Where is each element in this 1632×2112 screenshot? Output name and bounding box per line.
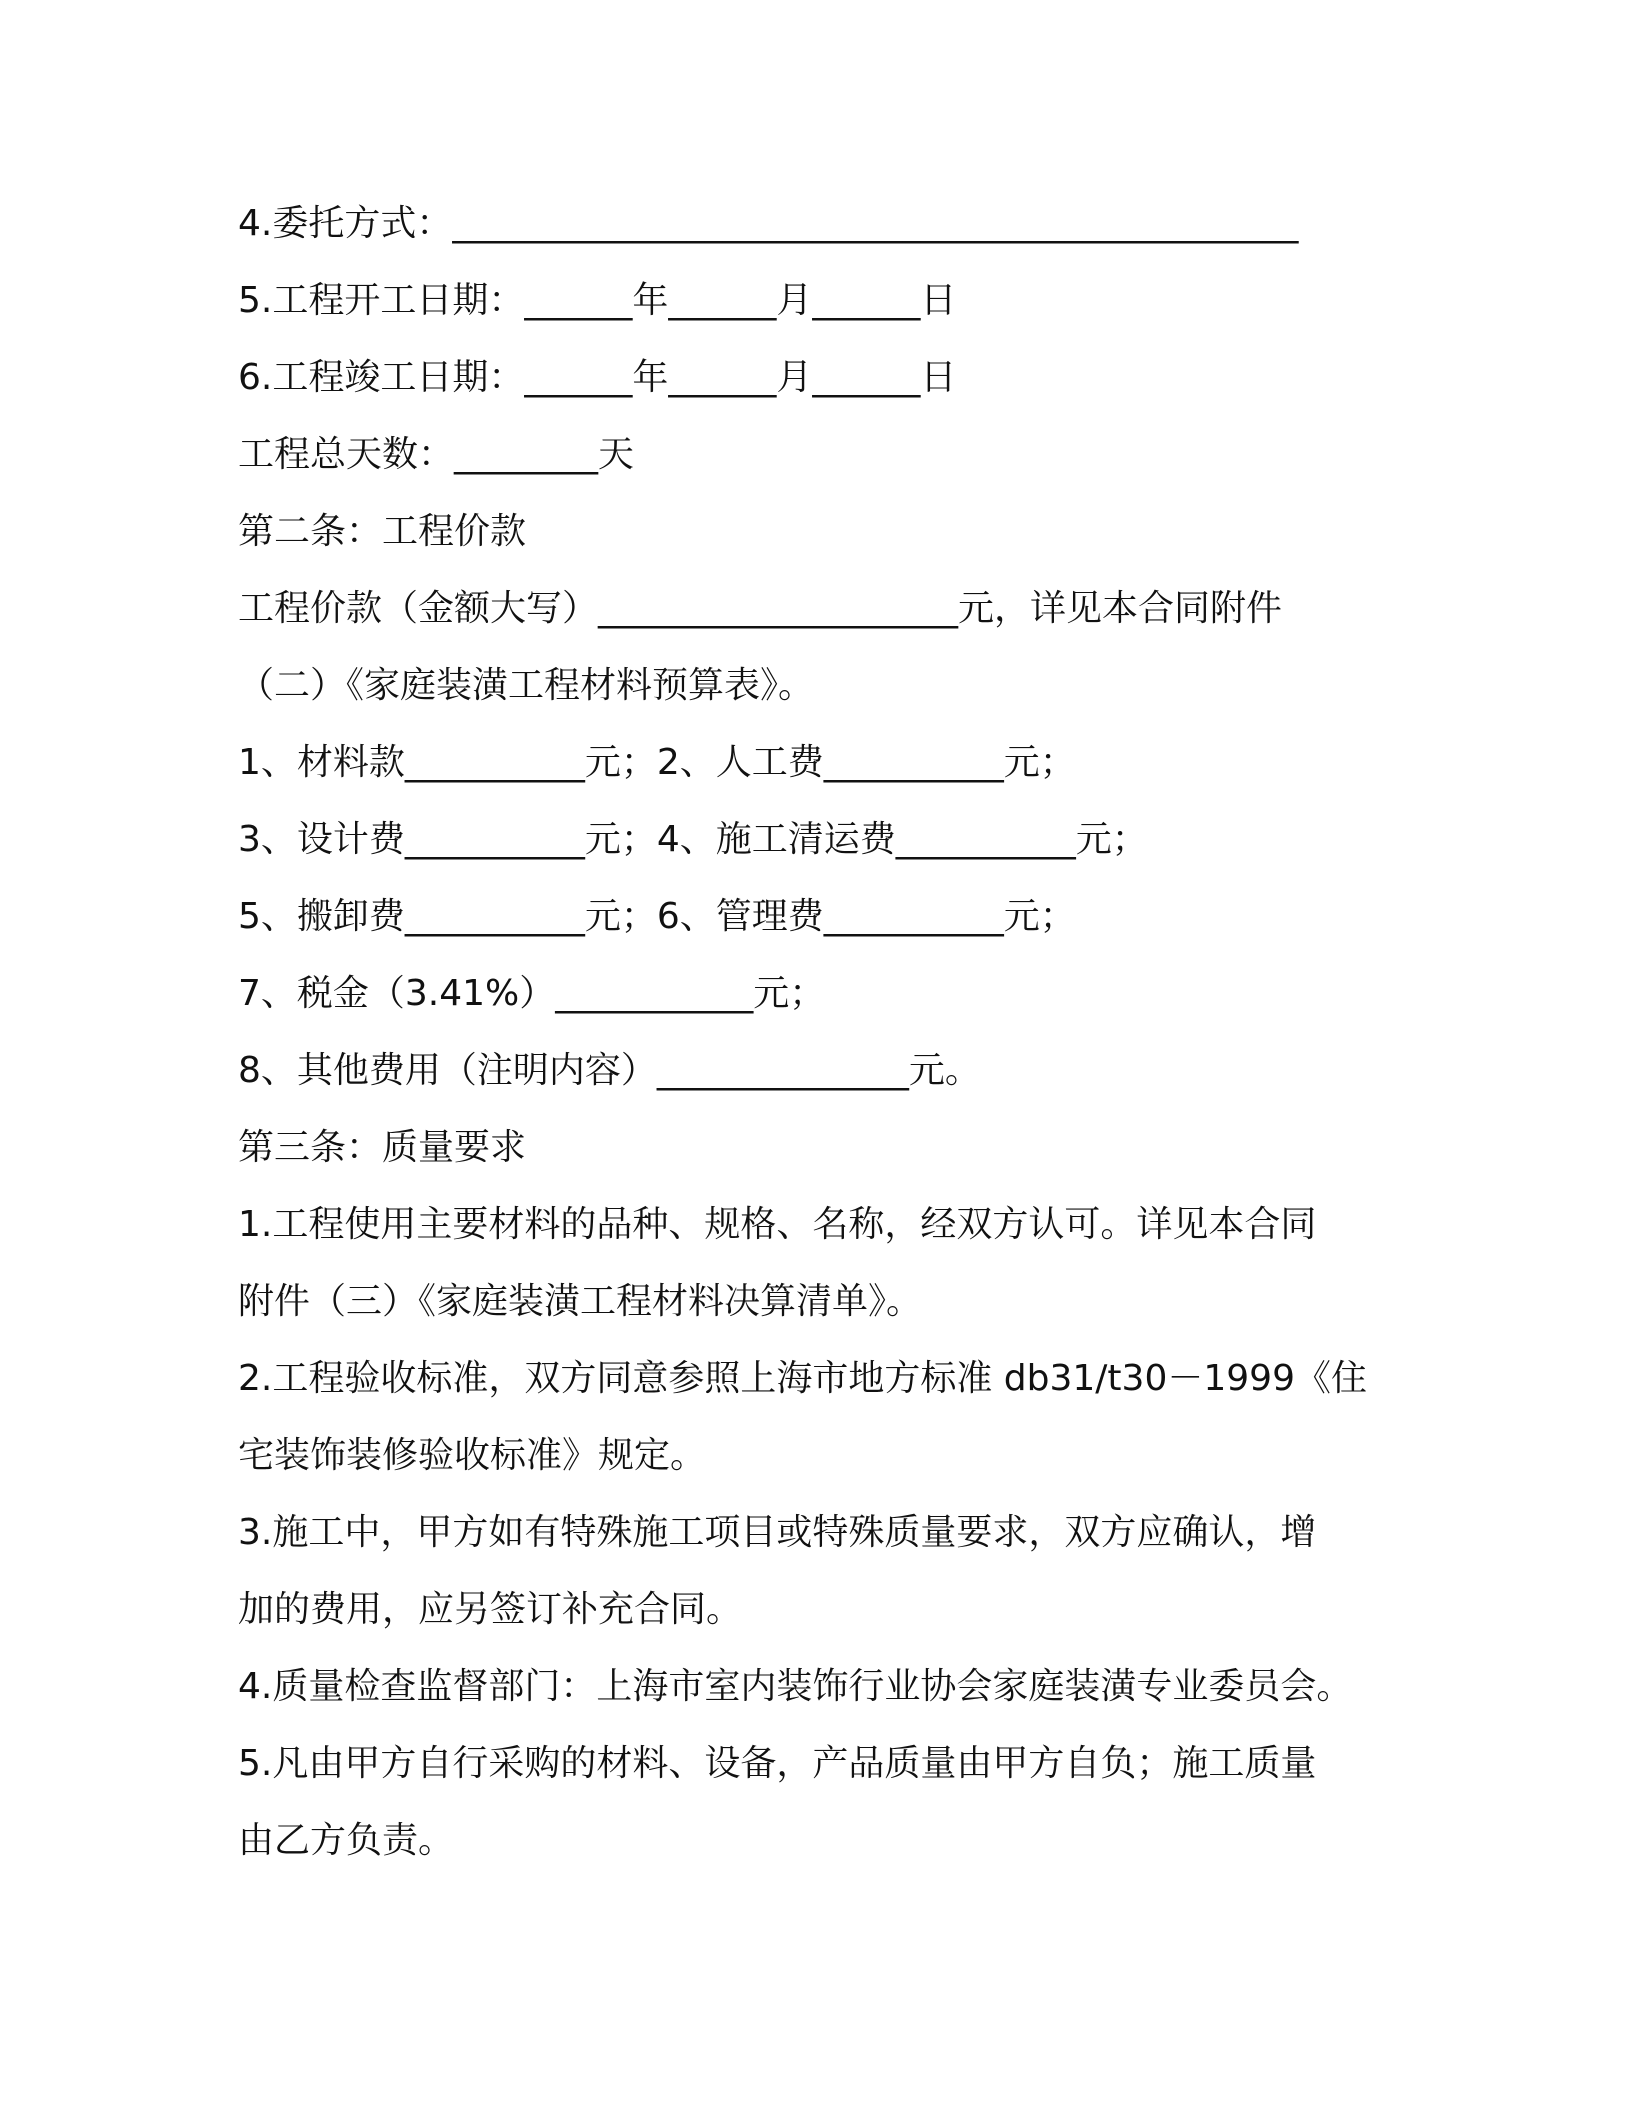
fee-line-other: 8、其他费用（注明内容）______________元。 xyxy=(238,1050,981,1091)
quality-clause-4: 4.质量检查监督部门：上海市室内装饰行业协会家庭装潢专业委员会。 xyxy=(238,1666,1353,1707)
clause-line-price-attachment: （二）《家庭装潢工程材料预算表》。 xyxy=(238,665,815,706)
section-heading-quality: 第三条：质量要求 xyxy=(238,1127,527,1168)
fee-line-2: 3、设计费__________元；4、施工清运费__________元； xyxy=(238,819,1148,860)
contract-body xyxy=(238,194,1398,1888)
clause-line-total-days: 工程总天数：________天 xyxy=(238,434,635,475)
quality-clause-2b: 宅装饰装修验收标准》规定。 xyxy=(238,1435,707,1476)
quality-clause-5b: 由乙方负责。 xyxy=(238,1820,455,1861)
fee-line-3: 5、搬卸费__________元；6、管理费__________元； xyxy=(238,896,1076,937)
fee-line-1: 1、材料款__________元；2、人工费__________元； xyxy=(238,742,1076,783)
quality-clause-3a: 3.施工中，甲方如有特殊施工项目或特殊质量要求，双方应确认，增 xyxy=(238,1512,1317,1553)
quality-clause-1a: 1.工程使用主要材料的品种、规格、名称，经双方认可。详见本合同 xyxy=(238,1204,1317,1245)
clause-line-price-amount: 工程价款（金额大写）____________________元，详见本合同附件 xyxy=(238,588,1283,629)
clause-line-start-date: 5.工程开工日期：______年______月______日 xyxy=(238,280,957,321)
quality-clause-2a: 2.工程验收标准，双方同意参照上海市地方标准 db31/t30－1999《住 xyxy=(238,1358,1367,1399)
clause-line-completion-date: 6.工程竣工日期：______年______月______日 xyxy=(238,357,957,398)
quality-clause-1b: 附件（三）《家庭装潢工程材料决算清单》。 xyxy=(238,1281,923,1322)
clause-line-entrust-method: 4.委托方式：_______________________________________________ xyxy=(238,203,1299,244)
quality-clause-3b: 加的费用，应另签订补充合同。 xyxy=(238,1589,743,1630)
section-heading-price: 第二条：工程价款 xyxy=(238,511,527,552)
fee-line-tax: 7、税金（3.41%）___________元； xyxy=(238,973,826,1014)
quality-clause-5a: 5.凡由甲方自行采购的材料、设备，产品质量由甲方自负；施工质量 xyxy=(238,1743,1317,1784)
